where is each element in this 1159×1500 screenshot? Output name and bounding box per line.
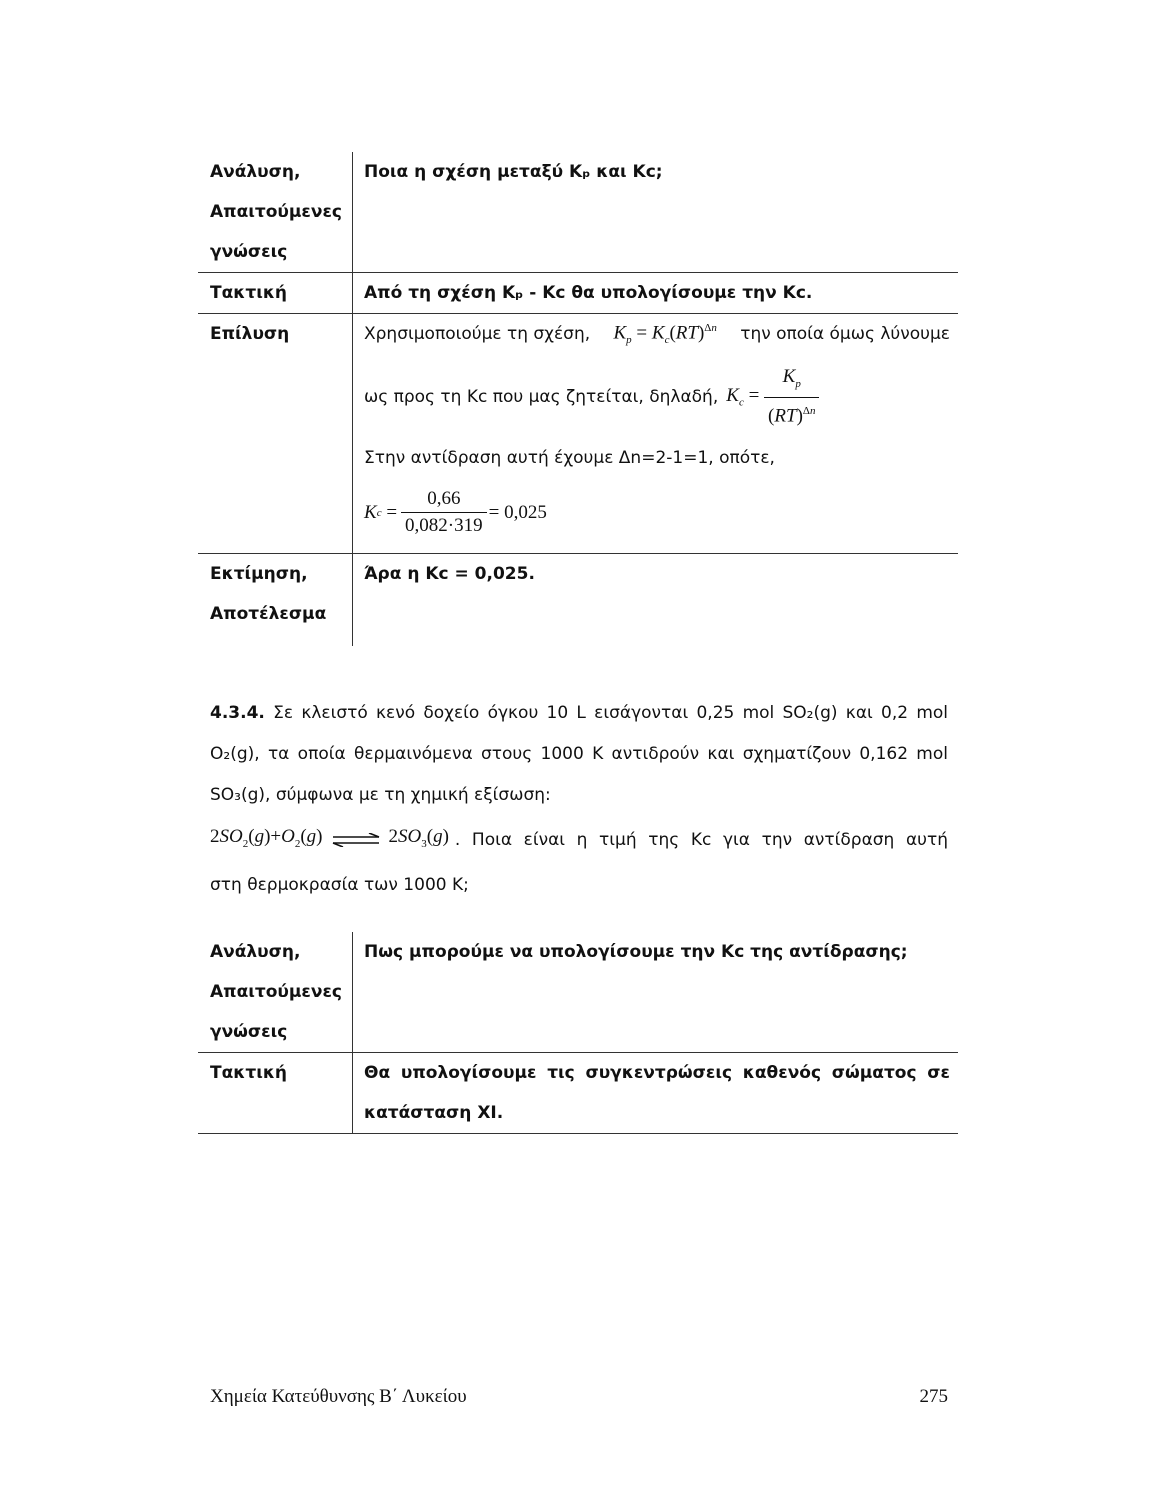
problem-line-4 <box>210 816 948 865</box>
footer-title: Χημεία Κατεύθυνσης Β΄ Λυκείου <box>210 1386 467 1407</box>
table-row <box>198 314 958 554</box>
analysis-question: Ποια η σχέση μεταξύ Kₚ και Kc; <box>353 152 959 273</box>
result-text: Άρα η Kc = 0,025. <box>364 564 535 584</box>
table-row <box>198 1053 958 1134</box>
kc-formula: $K_c$ = $\frac{K_p}{(RT)^{\Delta n}}$ <box>726 364 819 429</box>
label-line: Εκτίμηση, <box>210 564 308 584</box>
tactic-text: Από τη σχέση Kₚ - Kc θα υπολογίσουμε την Kc. <box>353 273 959 314</box>
label-line: Αποτέλεσμα <box>210 604 327 624</box>
solution-line-2 <box>364 362 950 432</box>
analysis-question: Πως μπορούμε να υπολογίσουμε την Kc της αντίδρασης; <box>353 932 959 1053</box>
problem-number: 4.3.4. <box>210 703 265 723</box>
calc-denominator: 0,082·319 <box>405 515 483 536</box>
table-row <box>198 932 958 1053</box>
problem-paragraph <box>210 693 948 906</box>
label-line: Απαιτούμενες <box>210 982 343 1002</box>
label-line: Ανάλυση, <box>210 942 301 962</box>
solution-content <box>353 314 959 554</box>
tactic-line: Θα υπολογίσουμε τις συγκεντρώσεις καθενός σώματος σε <box>364 1063 950 1083</box>
tactic-text <box>353 1053 959 1134</box>
label-line: Ανάλυση, <box>210 162 301 182</box>
problem-line-2: O₂(g), τα οποία θερμαινόμενα στους 1000 K αντιδρούν και σχηματίζουν 0,162 mol <box>210 744 948 764</box>
table-row <box>198 152 958 273</box>
problem-line-1 <box>210 693 948 734</box>
solution-line-3: Στην αντίδραση αυτή έχουμε Δn=2-1=1, οπότε, <box>364 448 775 468</box>
problem-line-3: SO₃(g), σύμφωνα με τη χημική εξίσωση: <box>210 785 551 805</box>
label-line: γνώσεις <box>210 242 288 262</box>
solution-table-2 <box>198 932 958 1134</box>
problem-text: Σε κλειστό κενό δοχείο όγκου 10 L εισάγονται 0,25 mol SO₂(g) και 0,2 mol <box>273 703 949 723</box>
reaction-product: $2SO_3(g)$ <box>388 826 449 850</box>
page-number: 275 <box>919 1386 948 1407</box>
solution-text: την οποία όμως λύνουμε <box>740 324 950 344</box>
row-label-tactic: Τακτική <box>198 1053 353 1134</box>
label-line: Απαιτούμενες <box>210 202 343 222</box>
row-label-result <box>198 554 353 647</box>
table-row <box>198 273 958 314</box>
solution-text: ως προς τη Kc που μας ζητείται, δηλαδή, <box>364 387 719 407</box>
row-label-solution: Επίλυση <box>198 314 353 554</box>
solution-text: Χρησιμοποιούμε τη σχέση, <box>364 324 591 344</box>
problem-line-5: στη θερμοκρασία των 1000 K; <box>210 874 469 895</box>
row-label-analysis <box>198 152 353 273</box>
label-line: γνώσεις <box>210 1022 288 1042</box>
solution-line-1 <box>364 314 950 354</box>
reaction-equation: $2SO_2(g)+O_2(g)$ <box>210 826 323 850</box>
table-row <box>198 554 958 647</box>
page-footer <box>210 1386 948 1408</box>
row-label-tactic: Τακτική <box>198 273 353 314</box>
tactic-line: κατάσταση ΧΙ. <box>364 1103 504 1123</box>
calc-result: = 0,025 <box>488 501 547 523</box>
kp-kc-formula: $K_p = K_c(RT)^{\Delta n}$ <box>613 321 717 347</box>
kc-calculation: K c = $\frac{0,66}{0,082\cdot 319}$ = 0,025 <box>364 486 950 539</box>
calc-numerator: 0,66 <box>401 486 487 513</box>
equilibrium-arrow-icon <box>331 833 381 847</box>
problem-text: . Ποια είναι η τιμή της Kc για την αντίδραση αυτή <box>454 829 948 850</box>
row-label-analysis <box>198 932 353 1053</box>
solution-table-1 <box>198 152 958 646</box>
